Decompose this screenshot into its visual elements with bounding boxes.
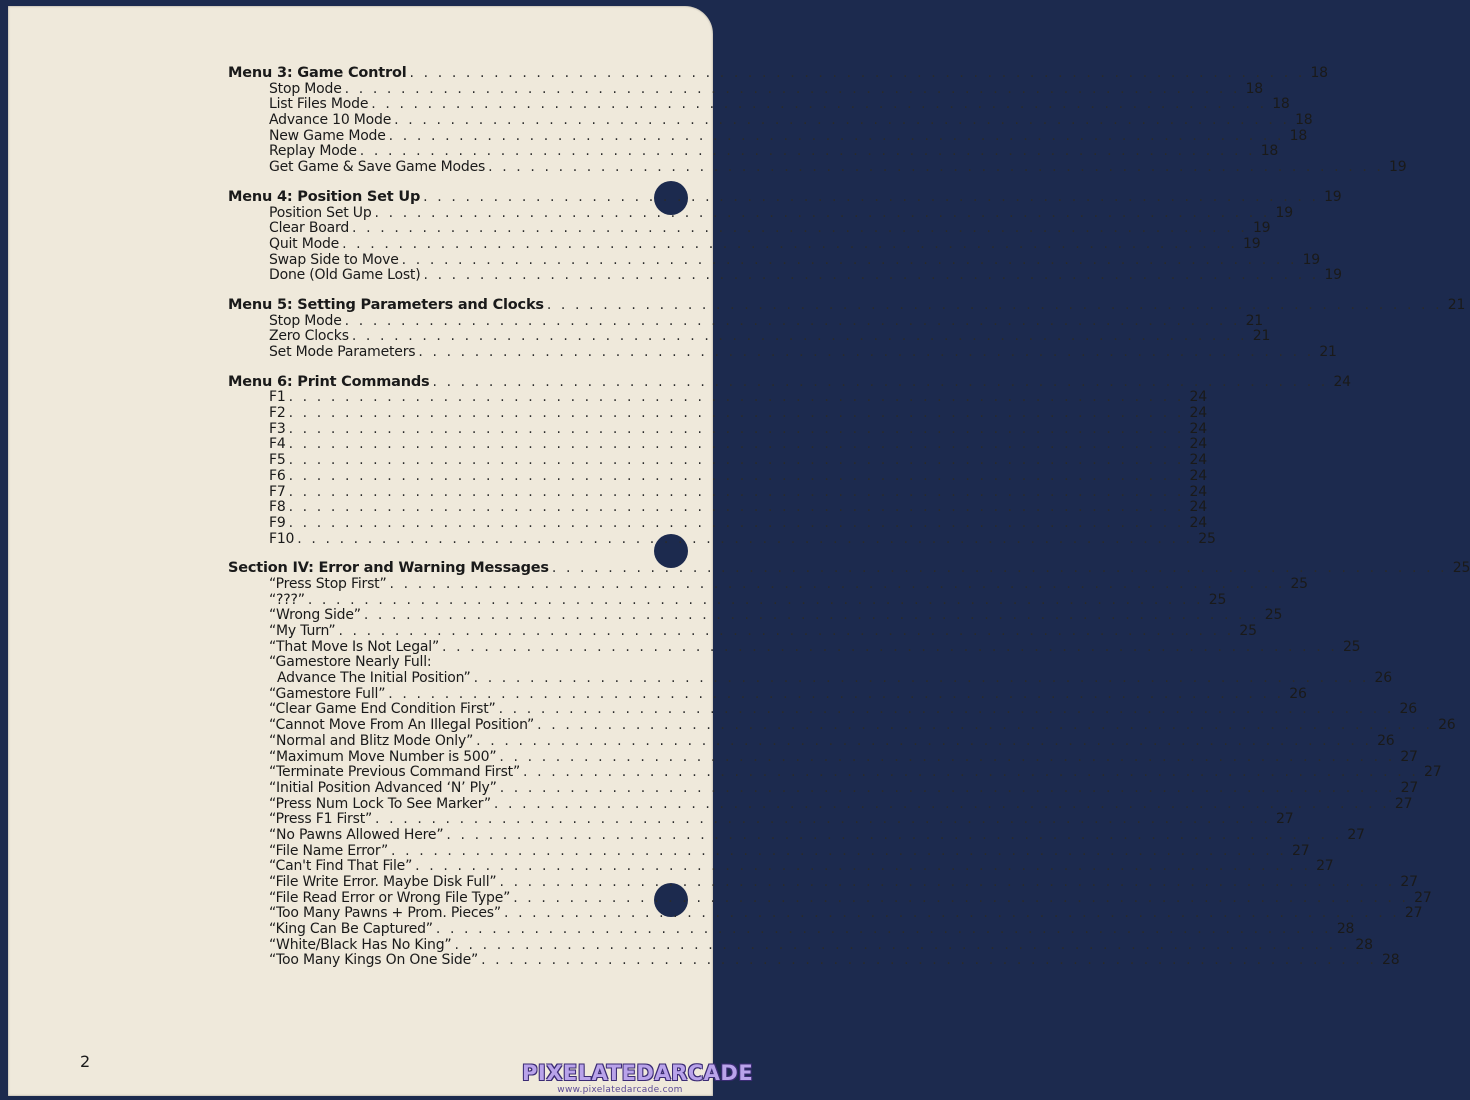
toc-page-number: 26 <box>1377 732 1395 749</box>
toc-entry <box>228 936 1373 954</box>
toc-label: “King Can Be Captured” <box>269 921 433 938</box>
toc-label: Advance 10 Mode <box>269 112 392 129</box>
toc-label: “Can't Find That File” <box>269 858 413 875</box>
toc-page-number: 26 <box>1438 717 1456 734</box>
toc-heading <box>228 560 1470 577</box>
dot-leader <box>371 97 1266 113</box>
toc-page-number: 27 <box>1316 858 1334 875</box>
toc-label: “Too Many Kings On One Side” <box>269 952 479 969</box>
toc-label: “Gamestore Full” <box>269 685 386 702</box>
toc-entry <box>228 591 1227 609</box>
toc-label: “White/Black Has No King” <box>269 936 452 953</box>
toc-entry <box>228 328 1271 345</box>
toc-entry <box>228 267 1342 284</box>
toc-entry <box>228 858 1334 875</box>
dot-leader <box>552 561 1447 577</box>
dot-leader <box>289 453 1184 469</box>
toc-page-number: 27 <box>1394 795 1413 812</box>
dot-leader <box>547 298 1442 314</box>
toc-page-number: 27 <box>1400 874 1418 890</box>
toc-label: Get Game & Save Game Modes <box>269 159 486 176</box>
toc-entry <box>228 436 1207 453</box>
dot-leader <box>454 938 1349 954</box>
toc-entry <box>228 670 1392 687</box>
toc-page-number: 18 <box>1245 80 1263 97</box>
toc-entry <box>228 655 608 671</box>
toc-label: F5 <box>269 452 286 469</box>
toc-entry <box>228 889 1432 907</box>
toc-entry <box>228 874 1418 891</box>
toc-entry <box>228 251 1321 269</box>
watermark-brand: PIXELATEDARCADE <box>522 1061 754 1085</box>
toc-page-number: 19 <box>1324 188 1342 205</box>
toc-page-number: 19 <box>1243 235 1261 252</box>
dot-leader <box>289 406 1184 422</box>
toc-label: Advance The Initial Position” <box>277 670 471 687</box>
toc-label: “Initial Position Advanced ‘N’ Ply” <box>269 779 497 796</box>
toc-page-number: 18 <box>1289 127 1308 144</box>
toc-page-number: 18 <box>1295 112 1313 129</box>
toc-entry <box>228 344 1337 361</box>
toc-page-number: 19 <box>1324 267 1342 284</box>
toc-entry <box>228 483 1207 501</box>
toc-page-number: 24 <box>1333 373 1351 390</box>
dot-leader <box>345 314 1240 330</box>
dot-leader <box>289 437 1184 453</box>
toc-page-number: 27 <box>1400 779 1419 796</box>
toc-label: F4 <box>269 436 286 453</box>
toc-page-number: 24 <box>1189 389 1207 406</box>
toc-label: Done (Old Game Lost) <box>269 267 421 284</box>
dot-leader <box>418 345 1313 361</box>
dot-leader <box>446 828 1341 844</box>
toc-entry <box>228 452 1207 469</box>
toc-entry <box>228 80 1263 98</box>
toc-section <box>228 560 1470 969</box>
toc-entry <box>228 779 1419 797</box>
toc-heading <box>228 373 1351 391</box>
dot-leader <box>289 516 1184 532</box>
toc-label: “That Move Is Not Legal” <box>269 638 440 655</box>
toc-label: Menu 5: Setting Parameters and Clocks <box>228 296 544 313</box>
dot-leader <box>423 268 1318 284</box>
dot-leader <box>391 844 1286 860</box>
toc-entry <box>228 842 1310 860</box>
toc-label: “???” <box>269 591 305 608</box>
toc-label: “My Turn” <box>269 623 336 639</box>
toc-entry <box>228 764 1442 781</box>
toc-page-number: 24 <box>1189 467 1207 484</box>
toc-page-number: 27 <box>1423 764 1442 781</box>
dot-leader <box>394 113 1289 129</box>
dot-leader <box>289 422 1184 438</box>
toc-entry <box>228 127 1308 145</box>
toc-page-number: 27 <box>1400 748 1418 765</box>
toc-section <box>228 373 1351 548</box>
watermark <box>522 1061 754 1096</box>
toc-entry <box>228 575 1308 593</box>
dot-leader <box>513 891 1408 907</box>
toc-entry <box>228 607 1283 624</box>
dot-leader <box>474 671 1369 687</box>
dot-leader <box>289 469 1184 485</box>
toc-label: Stop Mode <box>269 80 342 97</box>
toc-page-number: 26 <box>1399 701 1417 718</box>
toc-label: “No Pawns Allowed Here” <box>269 826 444 843</box>
dot-leader <box>415 859 1310 875</box>
toc-page-number: 26 <box>1374 670 1392 687</box>
toc-entry <box>228 795 1413 813</box>
dot-leader <box>289 500 1184 516</box>
toc-page-number: 27 <box>1347 826 1365 843</box>
toc-page-number: 26 <box>1289 685 1307 702</box>
toc-page-number: 28 <box>1382 952 1400 969</box>
dot-leader <box>504 906 1399 922</box>
toc-entry <box>228 389 1207 406</box>
toc-label: “Terminate Previous Command First” <box>269 764 521 781</box>
toc-label: F8 <box>269 499 286 516</box>
dot-leader <box>308 593 1203 609</box>
dot-leader <box>352 221 1247 237</box>
dot-leader <box>297 532 1192 548</box>
toc-label: Menu 6: Print Commands <box>228 373 430 390</box>
dot-leader <box>338 624 1233 640</box>
toc-page-number: 21 <box>1319 344 1337 360</box>
toc-page-number: 18 <box>1272 96 1290 113</box>
toc-label: “Press F1 First” <box>269 811 373 828</box>
toc-label: Set Mode Parameters <box>269 344 416 360</box>
dot-leader <box>389 129 1284 145</box>
toc-entry <box>228 952 1400 969</box>
dot-leader <box>345 82 1240 98</box>
toc-label: “Press Stop First” <box>269 575 387 592</box>
toc-label: Section IV: Error and Warning Messages <box>228 560 549 577</box>
toc-entry <box>228 159 1407 176</box>
toc-section <box>228 65 1407 176</box>
toc-label: Menu 3: Game Control <box>228 65 407 81</box>
dot-leader <box>500 781 1395 797</box>
dot-leader <box>499 702 1394 718</box>
toc-page-number: 24 <box>1189 499 1207 516</box>
dot-leader <box>375 812 1270 828</box>
dot-leader <box>289 485 1184 501</box>
toc-page-number: 18 <box>1260 143 1279 160</box>
toc-entry <box>228 405 1207 422</box>
dot-leader <box>410 66 1305 82</box>
toc-label: List Files Mode <box>269 96 369 113</box>
toc-page-number: 21 <box>1252 328 1271 345</box>
dot-leader <box>388 687 1283 703</box>
toc-entry <box>228 143 1279 160</box>
dot-leader <box>364 608 1259 624</box>
dot-leader <box>499 750 1394 766</box>
page-number: 2 <box>80 1052 91 1071</box>
toc-page-number: 21 <box>1245 312 1263 329</box>
toc-label: “File Write Error. Maybe Disk Full” <box>269 874 497 890</box>
toc-page-number: 24 <box>1189 420 1207 437</box>
dot-leader <box>442 640 1337 656</box>
toc-label: “Normal and Blitz Mode Only” <box>269 732 474 749</box>
toc-page-number: 25 <box>1239 623 1257 639</box>
toc-label: F9 <box>269 514 286 531</box>
dot-leader <box>436 922 1331 938</box>
toc-entry <box>228 220 1271 237</box>
dot-leader <box>537 718 1432 734</box>
toc-section <box>228 188 1342 284</box>
toc-entry <box>228 921 1355 938</box>
toc-page-number: 24 <box>1189 436 1207 453</box>
table-of-contents <box>228 65 1470 983</box>
toc-label: “Too Many Pawns + Prom. Pieces” <box>269 905 501 922</box>
dot-leader <box>523 765 1418 781</box>
toc-label: F7 <box>269 483 286 500</box>
dot-leader <box>375 206 1270 222</box>
toc-label: “File Name Error” <box>269 842 389 859</box>
toc-entry <box>228 96 1290 113</box>
dot-leader <box>352 329 1247 345</box>
toc-page-number: 24 <box>1189 514 1207 531</box>
toc-page-number: 27 <box>1404 905 1423 922</box>
dot-leader <box>432 375 1327 391</box>
toc-label: “Press Num Lock To See Marker” <box>269 795 491 812</box>
dot-leader <box>423 190 1318 206</box>
dot-leader <box>494 797 1389 813</box>
toc-label: F3 <box>269 420 286 437</box>
toc-page-number: 25 <box>1290 575 1308 592</box>
toc-page-number: 25 <box>1198 530 1216 547</box>
toc-entry <box>228 530 1216 548</box>
toc-label: “Maximum Move Number is 500” <box>269 748 497 765</box>
toc-section <box>228 296 1466 361</box>
dot-leader <box>289 390 1184 406</box>
toc-page-number: 19 <box>1275 204 1293 221</box>
toc-page-number: 21 <box>1447 296 1466 313</box>
toc-label: Zero Clocks <box>269 328 349 345</box>
toc-entry <box>228 732 1395 750</box>
dot-leader <box>402 253 1297 269</box>
toc-heading <box>228 65 1328 82</box>
toc-page-number: 27 <box>1291 842 1310 859</box>
toc-page-number: 19 <box>1302 251 1321 268</box>
toc-page-number: 27 <box>1414 889 1432 906</box>
toc-label: Position Set Up <box>269 204 372 221</box>
toc-label: “File Read Error or Wrong File Type” <box>269 889 511 906</box>
toc-page-number: 28 <box>1336 921 1355 938</box>
toc-entry <box>228 312 1263 330</box>
dot-leader <box>488 160 1383 176</box>
toc-page-number: 18 <box>1310 65 1328 81</box>
dot-leader <box>481 953 1376 969</box>
toc-entry <box>228 905 1423 922</box>
toc-page-number: 19 <box>1252 220 1271 237</box>
toc-label: Menu 4: Position Set Up <box>228 188 421 205</box>
toc-label: Stop Mode <box>269 312 342 329</box>
toc-entry <box>228 204 1293 222</box>
toc-page-number: 25 <box>1208 591 1227 608</box>
toc-entry <box>228 112 1313 129</box>
dot-leader <box>342 237 1237 253</box>
toc-entry <box>228 499 1207 516</box>
toc-label: F1 <box>269 389 286 406</box>
dot-leader <box>360 144 1255 160</box>
dot-leader <box>390 577 1285 593</box>
toc-label: “Gamestore Nearly Full: <box>269 654 432 671</box>
toc-page-number: 19 <box>1389 159 1407 176</box>
toc-entry <box>228 685 1307 703</box>
toc-label: New Game Mode <box>269 127 386 144</box>
toc-label: F2 <box>269 405 286 422</box>
toc-label: F6 <box>269 467 286 484</box>
toc-entry <box>228 420 1207 438</box>
dot-leader <box>476 734 1371 750</box>
toc-entry <box>228 638 1361 656</box>
toc-label: F10 <box>269 530 295 547</box>
toc-label: Quit Mode <box>269 235 340 252</box>
toc-page-number: 25 <box>1452 560 1470 577</box>
toc-label: Replay Mode <box>269 143 357 160</box>
toc-entry <box>228 467 1207 485</box>
toc-label: “Wrong Side” <box>269 607 361 624</box>
toc-entry <box>228 826 1365 844</box>
toc-label: Swap Side to Move <box>269 251 399 268</box>
toc-label: “Cannot Move From An Illegal Position” <box>269 717 535 734</box>
toc-heading <box>228 188 1342 206</box>
toc-entry <box>228 748 1418 766</box>
toc-entry <box>228 514 1207 532</box>
toc-page-number: 25 <box>1264 607 1283 624</box>
dot-leader <box>499 875 1394 891</box>
toc-entry <box>228 623 1257 640</box>
toc-entry <box>228 717 1456 734</box>
toc-page-number: 25 <box>1342 638 1361 655</box>
toc-page-number: 24 <box>1189 452 1207 469</box>
toc-entry <box>228 701 1417 718</box>
toc-entry <box>228 811 1294 828</box>
toc-page-number: 27 <box>1276 811 1294 828</box>
toc-page-number: 24 <box>1189 405 1207 422</box>
watermark-url: www.pixelatedarcade.com <box>557 1085 683 1095</box>
toc-heading <box>228 296 1466 314</box>
toc-page-number: 24 <box>1189 483 1207 500</box>
toc-label: Clear Board <box>269 220 350 237</box>
toc-page-number: 28 <box>1355 936 1373 953</box>
toc-entry <box>228 235 1261 253</box>
toc-label: “Clear Game End Condition First” <box>269 701 496 718</box>
